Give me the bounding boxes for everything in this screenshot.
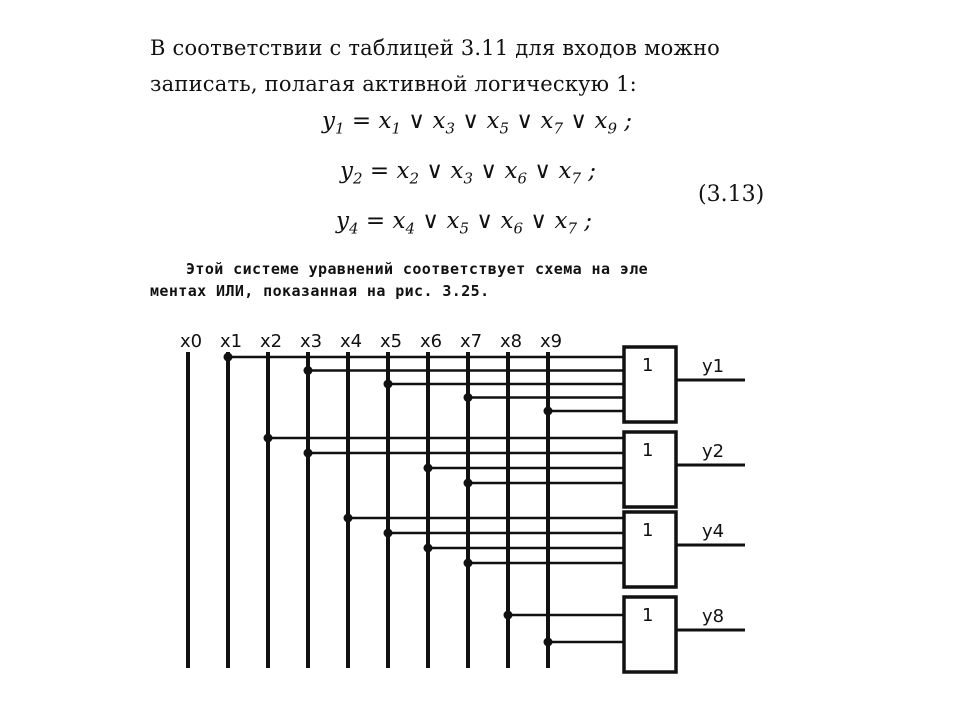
equation-lhs: y	[340, 158, 353, 184]
equation-lhs-subscript: 4	[349, 219, 359, 238]
or-operator: ∨	[468, 208, 501, 234]
variable-x: x	[486, 108, 500, 134]
junction-dot	[224, 353, 233, 362]
or-operator: ∨	[526, 158, 559, 184]
variable-x: x	[446, 208, 460, 234]
or-operator: ∨	[508, 108, 541, 134]
paragraph-line-1: Этой системе уравнений соответствует схема на эле	[186, 260, 649, 278]
or-operator: ∨	[522, 208, 555, 234]
junction-dot	[304, 366, 313, 375]
paragraph-intro: В соответствии с таблицей 3.11 для входов можно записать, полагая активной логическую 1:	[150, 36, 721, 96]
or-gate-symbol: 1	[642, 440, 654, 461]
variable-x: x	[594, 108, 608, 134]
variable-x: x	[392, 208, 406, 234]
or-gate-symbol: 1	[642, 520, 654, 541]
or-gate-symbol: 1	[642, 605, 654, 626]
variable-x: x	[504, 158, 518, 184]
input-label: x5	[379, 331, 403, 352]
variable-subscript: 3	[463, 169, 473, 188]
junction-dot	[344, 514, 353, 523]
variable-subscript: 6	[513, 219, 523, 238]
junction-dot	[464, 479, 473, 488]
junction-dot	[464, 559, 473, 568]
variable-subscript: 7	[571, 169, 581, 188]
variable-x: x	[540, 108, 554, 134]
variable-subscript: 3	[445, 119, 455, 138]
equals-sign: =	[362, 158, 397, 184]
variable-subscript: 5	[499, 119, 509, 138]
equation-terminator: ;	[580, 158, 597, 184]
equation-lhs: y	[336, 208, 349, 234]
junction-dot	[544, 407, 553, 416]
variable-x: x	[500, 208, 514, 234]
equation-lhs: y	[322, 108, 335, 134]
variable-x: x	[396, 158, 410, 184]
junction-dot	[384, 529, 393, 538]
or-operator: ∨	[454, 108, 487, 134]
or-operator: ∨	[562, 108, 595, 134]
output-label: y2	[702, 441, 725, 462]
junction-dot	[464, 393, 473, 402]
junction-dot	[384, 380, 393, 389]
or-operator: ∨	[472, 158, 505, 184]
equation-terminator: ;	[576, 208, 593, 234]
or-operator: ∨	[400, 108, 433, 134]
input-label: x1	[219, 331, 243, 352]
variable-x: x	[554, 208, 568, 234]
variable-subscript: 7	[567, 219, 577, 238]
input-label: x2	[259, 331, 283, 352]
input-label: x4	[339, 331, 363, 352]
paragraph-line-2: ментах ИЛИ, показанная на рис. 3.25.	[150, 282, 490, 300]
output-label: y4	[702, 521, 725, 542]
variable-x: x	[378, 108, 392, 134]
variable-subscript: 5	[459, 219, 469, 238]
input-label: x0	[179, 331, 203, 352]
junction-dot	[304, 449, 313, 458]
input-label: x9	[539, 331, 563, 352]
equals-sign: =	[344, 108, 379, 134]
variable-x: x	[432, 108, 446, 134]
junction-dot	[264, 434, 273, 443]
variable-subscript: 2	[409, 169, 419, 188]
input-label: x7	[459, 331, 483, 352]
variable-x: x	[558, 158, 572, 184]
or-gate-symbol: 1	[642, 355, 654, 376]
variable-subscript: 1	[391, 119, 401, 138]
variable-subscript: 7	[553, 119, 563, 138]
input-label: x8	[499, 331, 523, 352]
junction-dot	[424, 464, 433, 473]
variable-x: x	[450, 158, 464, 184]
equation-number: (3.13)	[698, 182, 765, 207]
input-label: x3	[299, 331, 323, 352]
input-label: x6	[419, 331, 443, 352]
or-operator: ∨	[414, 208, 447, 234]
equals-sign: =	[358, 208, 393, 234]
output-label: y8	[702, 606, 725, 627]
equation-lhs-subscript: 1	[335, 119, 345, 138]
variable-subscript: 9	[607, 119, 617, 138]
junction-dot	[544, 638, 553, 647]
output-label: y1	[702, 356, 725, 377]
variable-subscript: 6	[517, 169, 527, 188]
or-operator: ∨	[418, 158, 451, 184]
variable-subscript: 4	[405, 219, 415, 238]
equation-lhs-subscript: 2	[353, 169, 363, 188]
junction-dot	[424, 544, 433, 553]
junction-dot	[504, 611, 513, 620]
equation-terminator: ;	[616, 108, 633, 134]
